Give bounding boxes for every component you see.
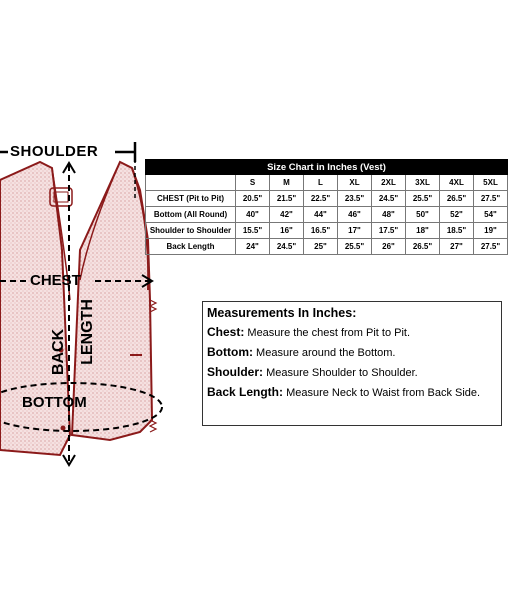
table-cell: 26.5" [406,239,440,255]
size-header: M [270,175,304,191]
table-cell: 40" [236,207,270,223]
measurement-text: Measure around the Bottom. [256,347,396,359]
table-cell: 15.5" [236,223,270,239]
table-cell: 27.5" [474,191,508,207]
table-cell: 26" [372,239,406,255]
size-header: S [236,175,270,191]
table-row [146,239,508,255]
table-cell: 46" [338,207,372,223]
length-label: LENGTH [78,299,96,365]
table-cell: 54" [474,207,508,223]
table-cell: 18.5" [440,223,474,239]
header-blank-cell [146,175,236,191]
measurement-item [207,325,497,339]
measurement-text: Measure the chest from Pit to Pit. [247,327,411,339]
shoulder-label: SHOULDER [10,143,99,160]
measurements-title: Measurements In Inches: [207,306,357,320]
table-cell: 52" [440,207,474,223]
vest-button [61,426,66,431]
size-header: 3XL [406,175,440,191]
back-label: BACK [50,328,68,376]
table-cell: 17.5" [372,223,406,239]
measurement-item [207,345,497,359]
measurement-text: Measure Shoulder to Shoulder. [266,367,418,379]
table-cell: 23.5" [338,191,372,207]
table-cell: 48" [372,207,406,223]
table-cell: 50" [406,207,440,223]
measurement-text: Measure Neck to Waist from Back Side. [286,387,481,399]
measurement-item [207,365,497,379]
size-header: L [304,175,338,191]
row-label: CHEST (Pit to Pit) [146,191,236,207]
table-cell: 25" [304,239,338,255]
table-cell: 22.5" [304,191,338,207]
measurement-key: Bottom: [207,345,253,359]
size-chart-title: Size Chart in Inches (Vest) [146,160,508,175]
table-cell: 42" [270,207,304,223]
bottom-label: BOTTOM [22,394,87,411]
table-cell: 19" [474,223,508,239]
table-cell: 16.5" [304,223,338,239]
table-cell: 25.5" [406,191,440,207]
table-cell: 24.5" [270,239,304,255]
size-header-row [146,175,508,191]
table-cell: 27.5" [474,239,508,255]
table-cell: 20.5" [236,191,270,207]
table-cell: 24" [236,239,270,255]
table-cell: 16" [270,223,304,239]
table-row [146,223,508,239]
table-cell: 26.5" [440,191,474,207]
table-cell: 24.5" [372,191,406,207]
chest-label: CHEST [30,272,81,289]
measurement-key: Shoulder: [207,365,263,379]
table-row [146,207,508,223]
vest-drawing [0,0,200,600]
measurement-item [207,385,497,399]
size-header: 4XL [440,175,474,191]
table-row [146,191,508,207]
measurements-box [202,301,502,426]
size-chart-table [145,159,508,255]
row-label: Bottom (All Round) [146,207,236,223]
measurement-key: Back Length: [207,385,284,399]
size-header: 5XL [474,175,508,191]
vest-illustration [0,0,200,600]
row-label: Shoulder to Shoulder [146,223,236,239]
table-cell: 21.5" [270,191,304,207]
size-header: XL [338,175,372,191]
size-header: 2XL [372,175,406,191]
table-cell: 25.5" [338,239,372,255]
table-cell: 17" [338,223,372,239]
table-cell: 44" [304,207,338,223]
row-label: Back Length [146,239,236,255]
table-cell: 27" [440,239,474,255]
table-cell: 18" [406,223,440,239]
measurement-key: Chest: [207,325,245,339]
